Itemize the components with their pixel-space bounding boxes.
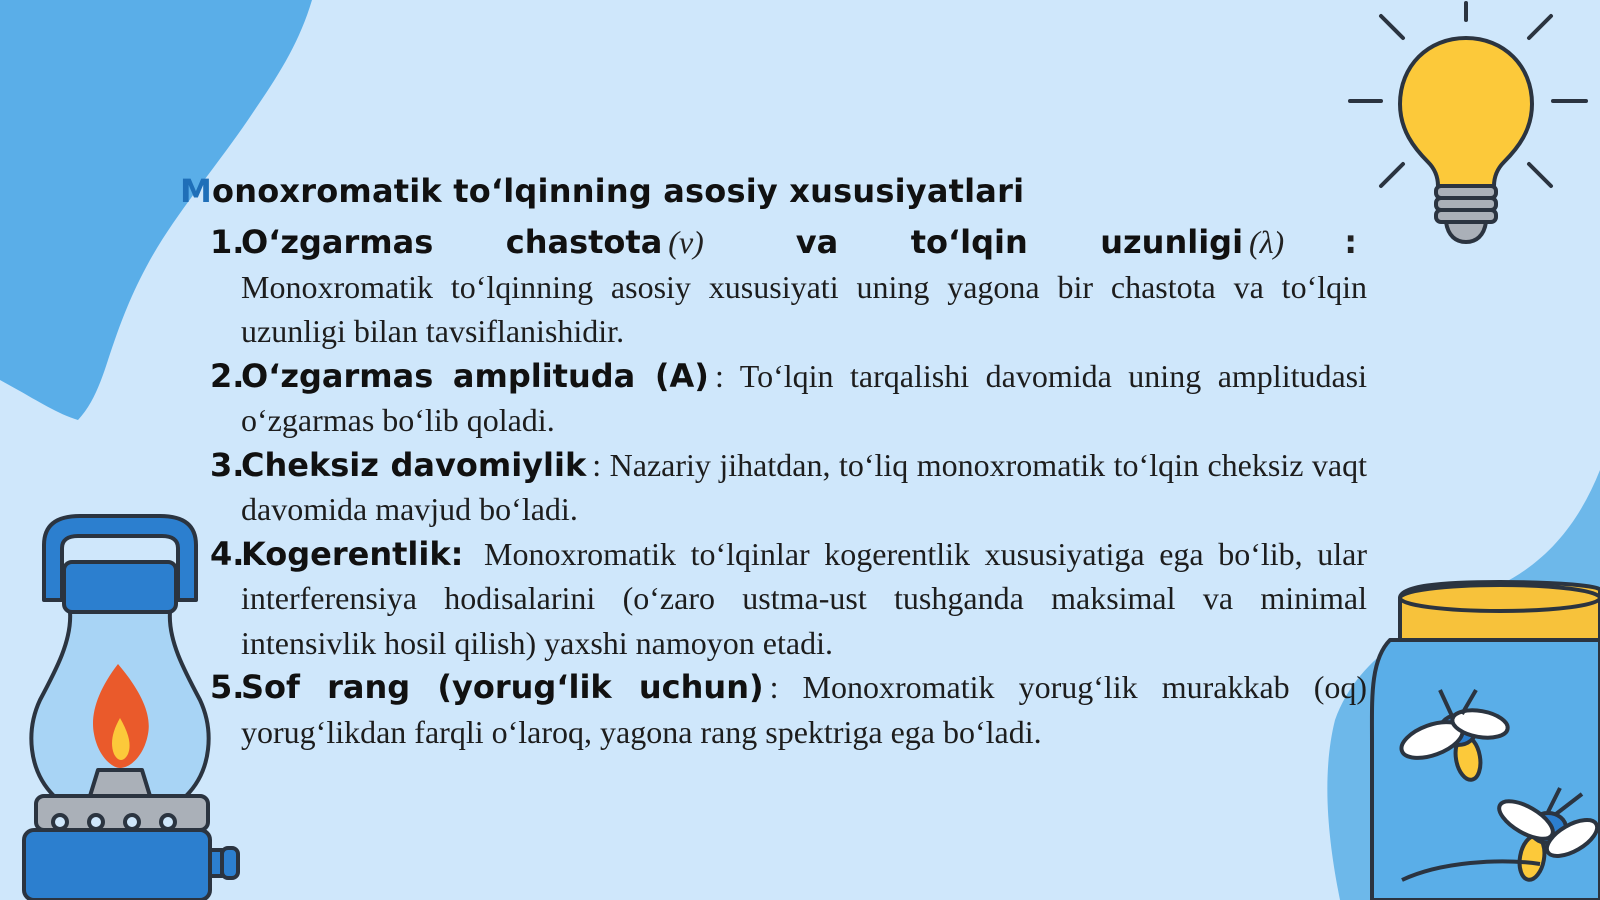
title-first-letter: M [180,172,213,210]
item-description: Nazariy jihatdan, to‘liq monoxromatik to‘lqin cheksiz vaqt davomida mavjud bo‘ladi. [241,446,1367,527]
kerosene-lamp-icon [24,516,238,900]
item-separator: : [1344,223,1357,261]
firefly-jar-icon [1372,582,1600,900]
item-description: Monoxromatik yorug‘lik murakkab (oq) yorug‘likdan farqli o‘laroq, yagona rang spektriga ega bo‘ladi. [241,669,1368,750]
item-term: O‘zgarmas amplituda (A) [241,356,709,395]
item-term: Sof rang (yorug‘lik uchun) [241,668,764,706]
list-item-1 [210,220,1367,354]
list-item-3 [210,443,1367,532]
title-rest: onoxromatik to‘lqinning asosiy xususiyatlari [212,172,1025,210]
list-item-5 [210,665,1367,754]
item-separator: : [714,357,724,394]
property-list [210,220,1367,754]
wavelength-symbol: (λ) [1249,224,1285,260]
item-number: 2. [210,356,245,395]
light-bulb-icon [1350,3,1586,242]
item-number: 5. [210,668,245,706]
item-separator: : [769,669,779,705]
list-item-4 [210,532,1367,666]
item-separator: : [592,446,602,483]
item-term: Kogerentlik: [241,534,464,573]
item-term-connector: va to‘lqin uzunligi [795,223,1244,261]
item-term: Cheksiz davomiylik [241,445,587,484]
item-number: 1. [210,223,245,261]
item-description: To‘lqin tarqalishi davomida uning amplitudasi o‘zgarmas bo‘lib qoladi. [241,357,1368,438]
item-description: Monoxromatik to‘lqinlar kogerentlik xususiyatiga ega bo‘lib, ular interferensiya hodisalarini (o‘zaro ustma-ust tushganda maksimal va minimal intensivlik hosil qilish) yaxshi namoyon etadi. [241,535,1368,661]
frequency-symbol: (ν) [668,224,704,260]
item-number: 4. [210,534,245,573]
item-term: O‘zgarmas chastota [241,223,663,261]
item-number: 3. [210,445,245,484]
list-item-2 [210,354,1367,443]
item-description: Monoxromatik to‘lqinning asosiy xususiyati uning yagona bir chastota va to‘lqin uzunligi bilan tavsiflanishidir. [241,268,1367,349]
slide-title [180,172,1024,210]
